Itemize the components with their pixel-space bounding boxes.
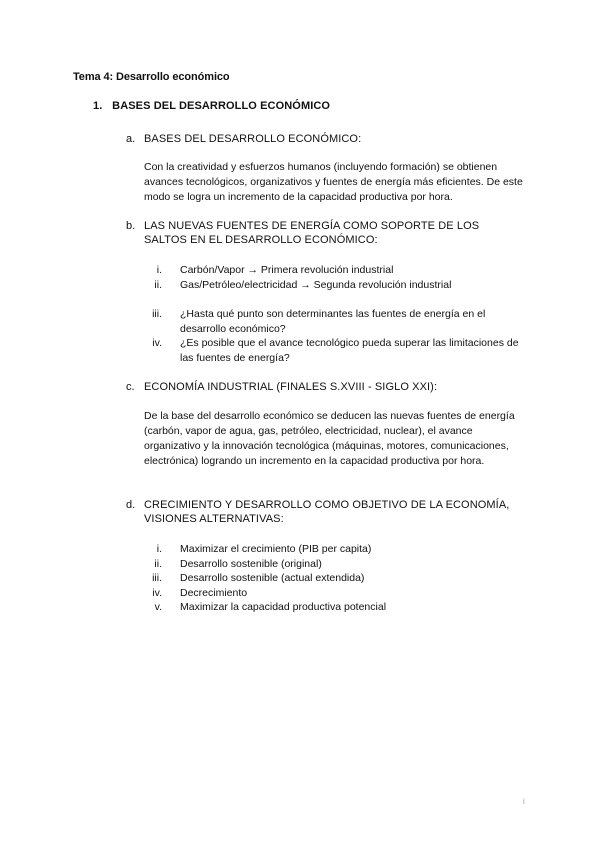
subsection-title: LAS NUEVAS FUENTES DE ENERGÍA COMO SOPORTE DE LOS SALTOS EN EL DESARROLLO ECONÓMICO: [144, 220, 480, 246]
list-item-number: iv. [152, 337, 162, 349]
list-item-text: Carbón/Vapor → Primera revolución industrial [180, 264, 394, 276]
list-item-number: iii. [152, 308, 162, 320]
subsection-title: ECONOMÍA INDUSTRIAL (FINALES S.XVIII - SIGLO XXI): [144, 381, 438, 393]
list-item-text: Maximizar el crecimiento (PIB per capita) [180, 543, 372, 555]
list-item [144, 586, 526, 601]
list-item-text: Decrecimiento [180, 586, 248, 599]
subsection-letter: b. [126, 220, 136, 232]
list-item-text: Maximizar la capacidad productiva potencial [180, 601, 387, 613]
list-item-number: iii. [152, 572, 162, 584]
section-number: 1. [93, 100, 103, 112]
subsection-b-list-1 [144, 263, 526, 292]
list-item-text: ¿Es posible que el avance tecnológico pueda superar las limitaciones de las fuentes de energía? [180, 337, 519, 364]
list-item [144, 557, 526, 572]
list-item-text: Desarrollo sostenible (original) [180, 557, 322, 570]
list-item-number: ii. [154, 278, 162, 291]
subsection-letter: c. [126, 381, 135, 393]
list-item [144, 336, 526, 365]
subsection-a-paragraph: Con la creatividad y esfuerzos humanos (incluyendo formación) se obtienen avances tecnológicos, organizativos y fuentes de energía más eficientes. De este modo se logra un incremento de la capacidad productiva por hora. [144, 161, 523, 203]
list-item-text: Gas/Petróleo/electricidad → Segunda revolución industrial [180, 278, 452, 291]
page-number: i [523, 797, 525, 806]
list-item [144, 600, 526, 615]
list-item-number: i. [156, 543, 162, 555]
list-item [144, 307, 526, 336]
section-title: BASES DEL DESARROLLO ECONÓMICO [112, 100, 331, 112]
subsection-letter: a. [126, 133, 136, 145]
list-item [144, 571, 526, 586]
list-item [144, 278, 526, 293]
list-item [144, 263, 526, 278]
list-item [144, 542, 526, 557]
list-item-text: Desarrollo sostenible (actual extendida) [180, 572, 365, 584]
subsection-d-list [144, 542, 526, 615]
section-heading [93, 100, 330, 112]
list-item-number: i. [156, 264, 162, 276]
document-title: Tema 4: Desarrollo económico [73, 71, 230, 83]
list-item-number: ii. [154, 557, 162, 570]
subsection-letter: d. [126, 499, 136, 511]
list-item-number: v. [154, 601, 162, 613]
subsection-c-paragraph: De la base del desarrollo económico se deducen las nuevas fuentes de energía (carbón, vapor de agua, gas, petróleo, electricidad, nuclear), el avance organizativo y la innovación tecnológica (máquinas, motores, comunicaciones, electrónica) logrando un incremento en la capacidad productiva por hora. [144, 410, 515, 467]
subsection-title: CRECIMIENTO Y DESARROLLO COMO OBJETIVO DE LA ECONOMÍA, VISIONES ALTERNATIVAS: [144, 499, 510, 525]
subsection-b-list-2 [144, 307, 526, 365]
subsection-title: BASES DEL DESARROLLO ECONÓMICO: [144, 133, 362, 145]
list-item-text: ¿Hasta qué punto son determinantes las fuentes de energía en el desarrollo económico? [180, 308, 486, 335]
list-item-number: iv. [152, 586, 162, 599]
